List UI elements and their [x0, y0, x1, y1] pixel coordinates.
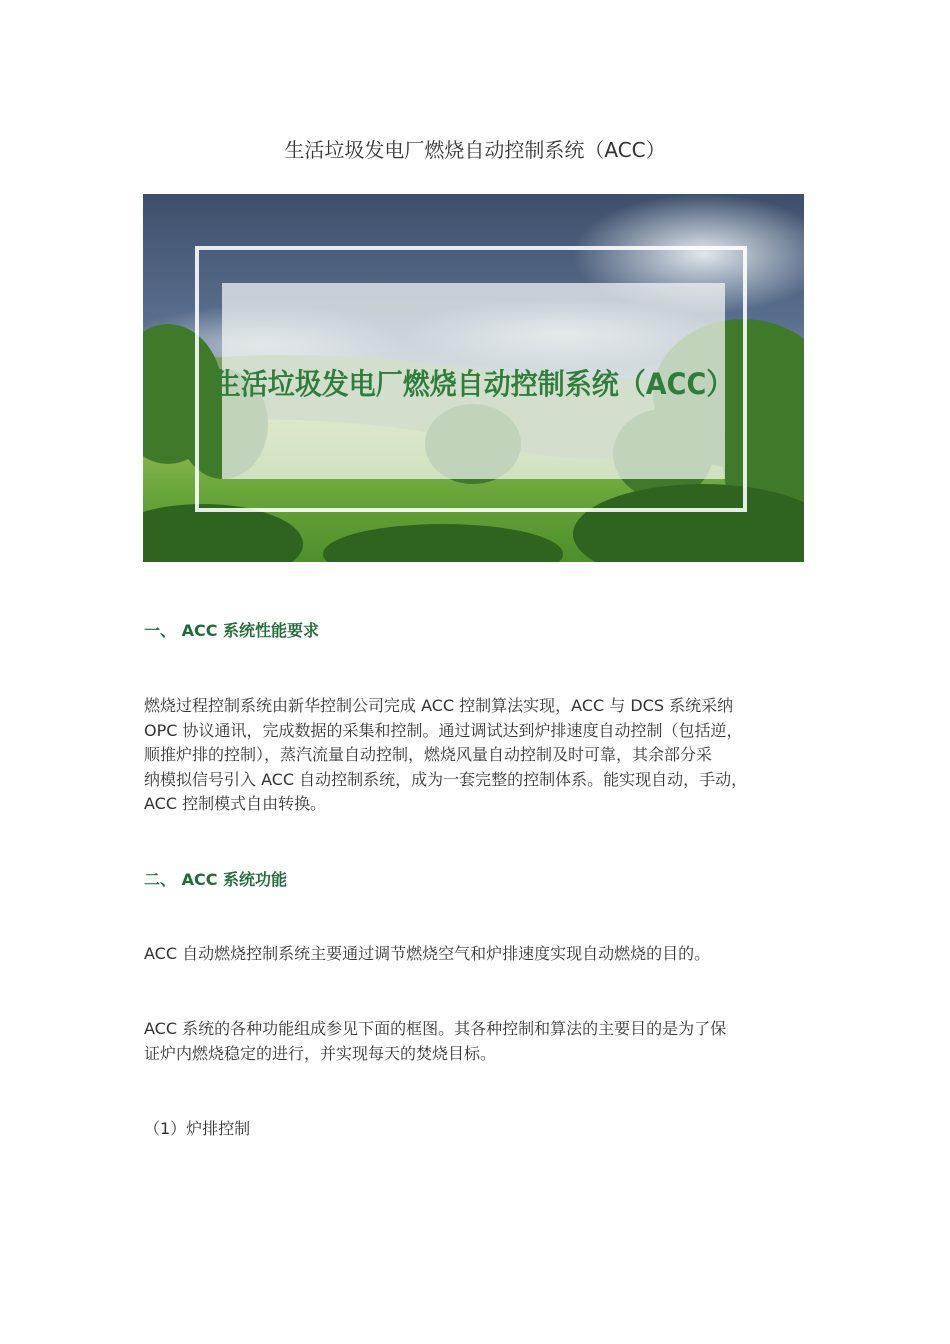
paragraph-line: 顺推炉排的控制），蒸汽流量自动控制，燃烧风量自动控制及时可靠，其余部分采 — [144, 745, 713, 764]
paragraph-line: ACC 控制模式自由转换。 — [144, 794, 327, 813]
paragraph-line: ACC 系统的各种功能组成参见下面的框图。其各种控制和算法的主要目的是为了保 — [144, 1019, 727, 1038]
paragraph-1 — [144, 694, 820, 817]
paragraph-line: OPC 协议通讯，完成数据的采集和控制。通过调试达到炉排速度自动控制（包括逆， — [144, 720, 743, 740]
banner-image — [143, 194, 804, 562]
section-heading-1: 一、 ACC 系统性能要求 — [144, 621, 320, 640]
section-heading-2: 二、 ACC 系统功能 — [144, 870, 288, 889]
paragraph-2 — [144, 942, 820, 967]
paragraph-line: （1）炉排控制 — [144, 1119, 251, 1138]
page-title: 生活垃圾发电厂燃烧自动控制系统（ACC） — [284, 138, 666, 162]
paragraph-line: 证炉内燃烧稳定的进行，并实现每天的焚烧目标。 — [144, 1043, 497, 1063]
paragraph-3 — [144, 1017, 820, 1066]
banner-overlay-panel — [213, 283, 734, 479]
paragraph-line: 纳模拟信号引入 ACC 自动控制系统，成为一套完整的控制体系。能实现自动，手动， — [144, 769, 748, 789]
paragraph-line: 燃烧过程控制系统由新华控制公司完成 ACC 控制算法实现，ACC 与 DCS 系统采纳 — [144, 696, 734, 715]
banner-overlay-text: 生活垃圾发电厂燃烧自动控制系统（ACC） — [213, 367, 734, 401]
paragraph-line: ACC 自动燃烧控制系统主要通过调节燃烧空气和炉排速度实现自动燃烧的目的。 — [144, 944, 711, 963]
subheading-grate-control — [144, 1117, 820, 1142]
